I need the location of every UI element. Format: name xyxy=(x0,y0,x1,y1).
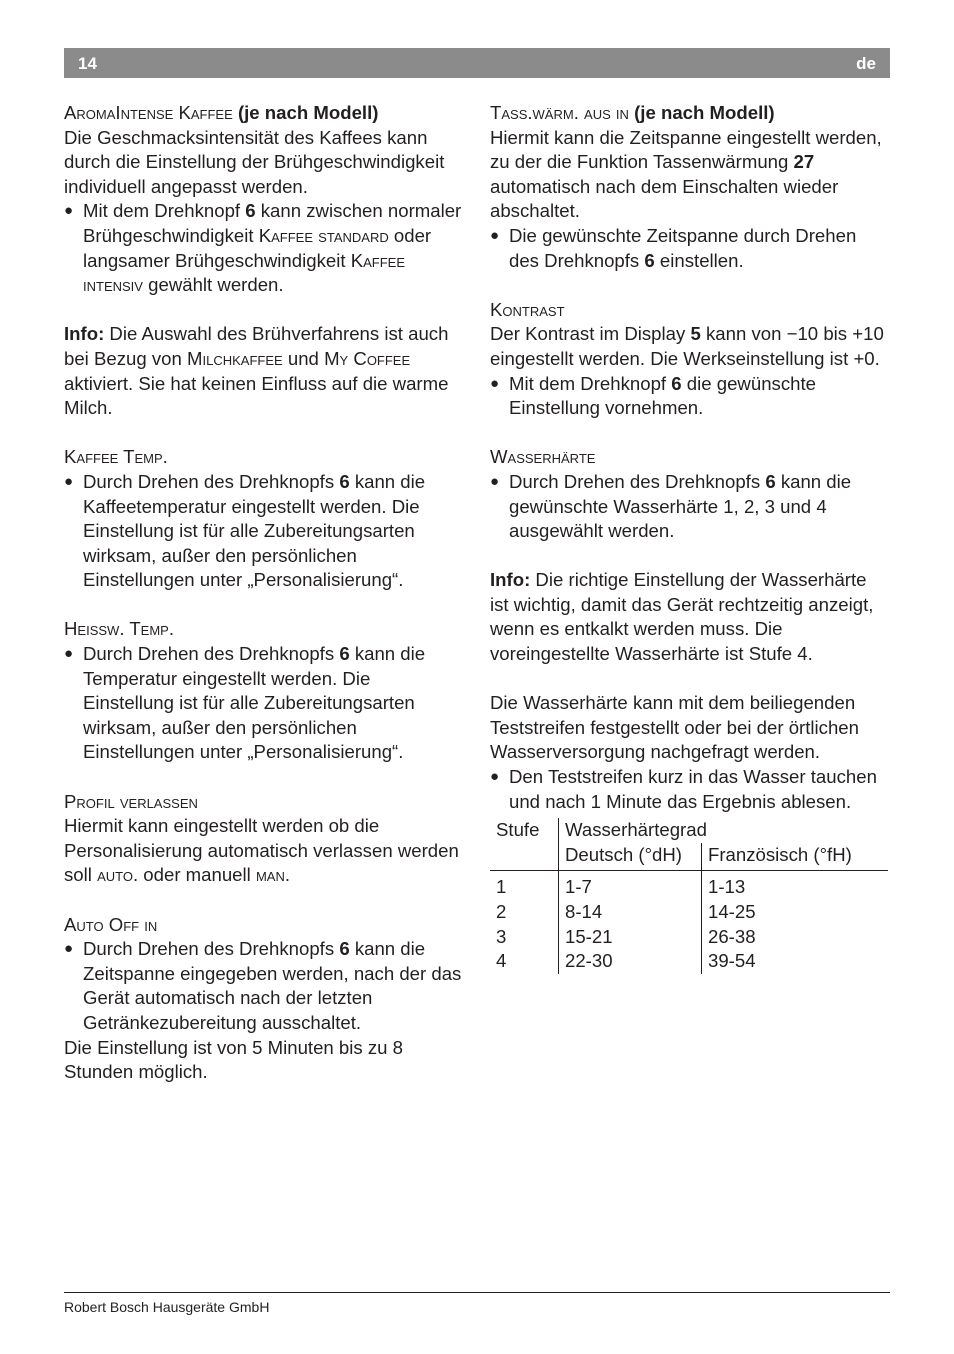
footer-divider xyxy=(64,1292,890,1293)
bullet-list xyxy=(490,470,890,544)
section-heading: Wasserhärte xyxy=(490,446,596,468)
list-item: ● Den Teststreifen kurz in das Wasser tauchen und nach 1 Minute das Ergebnis ablesen. xyxy=(490,765,890,814)
list-item: ● Durch Drehen des Drehknopfs 6 kann die Zeitspanne eingegeben werden, nach der das Gerät automatisch nach der letzten Getränkezubereitung ausschaltet. xyxy=(64,937,464,1035)
section-wasserhaerte xyxy=(490,445,890,543)
list-item: ● Mit dem Drehknopf 6 kann zwischen normaler Brühgeschwindigkeit Kaffee standard oder langsamer Brühgeschwindigkeit Kaffee intensiv gewählt werden. xyxy=(64,199,464,297)
bullet-list xyxy=(490,765,890,814)
section-heading: AromaIntense Kaffee (je nach Modell) xyxy=(64,102,379,123)
left-column xyxy=(64,101,464,1109)
paragraph: Die Geschmacksintensität des Kaffees kann durch die Einstellung der Brühgeschwindigkeit individuell angepasst werden. xyxy=(64,126,445,197)
list-item: ● Durch Drehen des Drehknopfs 6 kann die Temperatur eingestellt werden. Die Einstellung ist für alle Zubereitungsarten wirksam, außer den persönlichen Einstellungen unter „Personalisierung“. xyxy=(64,642,464,765)
table-row: 2 8-14 14-25 xyxy=(490,900,888,925)
header-franzoesisch: Französisch (°fH) xyxy=(702,843,889,871)
list-item: ● Durch Drehen des Drehknopfs 6 kann die Kaffeetemperatur eingestellt werden. Die Einstellung ist für alle Zubereitungsarten wirksam, außer den persönlichen Einstellungen unter „Personalisierung“. xyxy=(64,470,464,593)
header-bar xyxy=(64,48,890,78)
section-heading: Kontrast xyxy=(490,298,565,320)
section-heading: Auto Off in xyxy=(64,913,158,935)
section-heissw-temp xyxy=(64,617,464,765)
section-kaffee-temp xyxy=(64,445,464,593)
language-code: de xyxy=(856,54,876,73)
section-heading: Profil verlassen xyxy=(64,790,198,812)
paragraph: Die Wasserhärte kann mit dem beiliegenden Teststreifen festgestellt oder bei der örtlichen Wasserversorgung nachgefragt werden. xyxy=(490,692,859,763)
table-row: 1 1-7 1-13 xyxy=(490,871,888,900)
right-column xyxy=(490,101,890,974)
table-row: 4 22-30 39-54 xyxy=(490,949,888,974)
bullet-list xyxy=(64,937,464,1035)
section-kontrast xyxy=(490,298,890,421)
list-item: ● Mit dem Drehknopf 6 die gewünschte Einstellung vornehmen. xyxy=(490,372,890,421)
section-tassenwaermung xyxy=(490,101,890,273)
section-auto-off xyxy=(64,913,464,1085)
section-profil-verlassen xyxy=(64,790,464,888)
bullet-list xyxy=(64,470,464,593)
header-deutsch: Deutsch (°dH) xyxy=(559,843,702,871)
table-subheader-row xyxy=(490,843,888,871)
bullet-list xyxy=(64,199,464,297)
paragraph: Hiermit kann eingestellt werden ob die Personalisierung automatisch verlassen werden soll auto. oder manuell man. xyxy=(64,815,459,886)
list-item: ● Durch Drehen des Drehknopfs 6 kann die gewünschte Wasserhärte 1, 2, 3 und 4 ausgewählt werden. xyxy=(490,470,890,544)
bullet-list xyxy=(490,372,890,421)
table-header-row xyxy=(490,818,888,843)
bullet-list xyxy=(64,642,464,765)
header-stufe: Stufe xyxy=(496,819,540,841)
info-note: Info: Die Auswahl des Brühverfahrens ist auch bei Bezug von Milchkaffee und My Coffee aktiviert. Sie hat keinen Einfluss auf die warme Milch. xyxy=(64,323,449,419)
page-number: 14 xyxy=(78,54,97,73)
info-note: Info: Die richtige Einstellung der Wasserhärte ist wichtig, damit das Gerät rechtzeitig anzeigt, wenn es entkalkt werden muss. Die voreingestellte Wasserhärte ist Stufe 4. xyxy=(490,569,874,665)
section-teststreifen xyxy=(490,691,890,974)
bullet-list xyxy=(490,224,890,273)
footer-company: Robert Bosch Hausgeräte GmbH xyxy=(64,1299,270,1315)
water-hardness-table xyxy=(490,818,888,974)
section-heading: Tass.wärm. aus in (je nach Modell) xyxy=(490,102,775,123)
section-heading: Heissw. Temp. xyxy=(64,618,175,640)
section-aromaintense xyxy=(64,101,464,298)
paragraph: Die Einstellung ist von 5 Minuten bis zu 8 Stunden möglich. xyxy=(64,1036,403,1083)
table-row: 3 15-21 26-38 xyxy=(490,925,888,950)
section-heading: Kaffee Temp. xyxy=(64,446,168,468)
paragraph: Hiermit kann die Zeitspanne eingestellt werden, zu der die Funktion Tassenwärmung 27 automatisch nach dem Einschalten wieder abschaltet. xyxy=(490,126,882,222)
header-wasserhaertegrad: Wasserhärtegrad xyxy=(559,818,889,843)
list-item: ● Die gewünschte Zeitspanne durch Drehen des Drehknopfs 6 einstellen. xyxy=(490,224,890,273)
paragraph: Der Kontrast im Display 5 kann von −10 bis +10 eingestellt werden. Die Werkseinstellung ist +0. xyxy=(490,323,884,369)
